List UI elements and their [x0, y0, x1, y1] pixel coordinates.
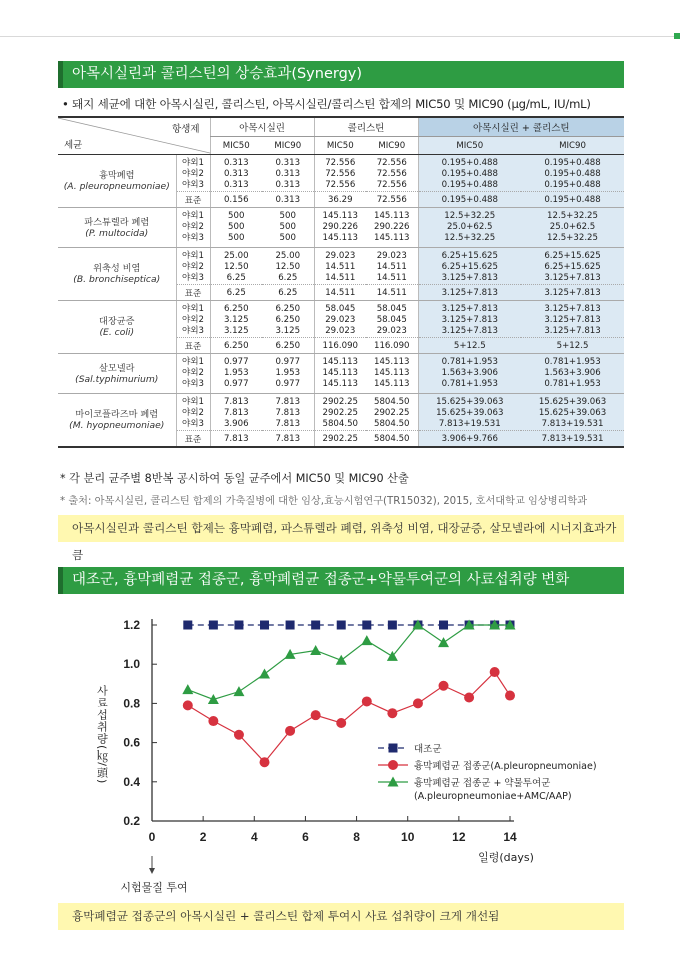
mic-value: 145.113 — [314, 379, 366, 394]
mic-value: 0.781+1.953 — [521, 354, 624, 369]
sub-header: MIC50 — [314, 137, 366, 155]
x-tick-label: 2 — [199, 830, 207, 844]
mic-value: 7.813 — [210, 408, 262, 419]
strain-label: 야외3 — [176, 379, 210, 394]
mic-value: 145.113 — [366, 233, 418, 248]
data-point-circle — [505, 691, 515, 701]
mic-value: 6.25 — [278, 273, 298, 283]
mic-value: 145.113 — [314, 233, 366, 248]
section2-title: 대조군, 흉막폐렴균 접종군, 흉막폐렴균 접종군+약물투여군의 사료섭취량 변화 — [72, 572, 570, 588]
mic-value: 29.023 — [376, 326, 407, 336]
data-point-triangle — [438, 637, 449, 647]
legend-label: 흉막폐렴균 접종군 + 약물투여군 — [414, 778, 551, 789]
strain-label: 표준 — [176, 338, 210, 354]
y-axis-label: 사료섭취량(㎏/頭) — [95, 685, 109, 785]
mic-table — [58, 116, 624, 448]
mic-value: 1.953 — [275, 368, 301, 378]
strain-label: 야외3 — [176, 233, 210, 248]
mic-value: 2902.25 — [373, 408, 410, 418]
mic-value: 72.556 — [366, 192, 418, 208]
sub-header: MIC50 — [210, 137, 262, 155]
mic-value: 6.25 — [210, 285, 262, 301]
mic-value: 7.813 — [275, 408, 301, 418]
organism-name: 흉막폐렴 (A. pleuropneumoniae) — [58, 155, 176, 208]
data-point-triangle — [259, 669, 270, 679]
mic-value: 6.25+15.625 — [521, 262, 624, 273]
data-point-square — [286, 621, 295, 630]
data-point-circle — [464, 693, 474, 703]
data-point-triangle — [233, 686, 244, 696]
data-point-square — [362, 621, 371, 630]
mic-value: 0.977 — [210, 354, 262, 369]
mic-value: 25.00 — [275, 251, 301, 261]
mic-value: 6.25 — [210, 273, 262, 285]
organism-name: 파스튜렐라 폐렴 (P. multocida) — [58, 208, 176, 248]
x-axis-label: 일령(days) — [478, 851, 534, 864]
mic-value: 14.511 — [314, 273, 366, 285]
note-1: * 각 분리 균주별 8반복 공시하여 동일 균주에서 MIC50 및 MIC90 산출 — [60, 472, 409, 485]
mic-value: 500 — [210, 222, 262, 233]
mic-value: 1.563+3.906 — [521, 368, 624, 379]
mic-value: 72.556 — [376, 180, 407, 190]
mic-value: 3.125+7.813 — [521, 285, 624, 301]
mic-value: 0.313 — [275, 180, 301, 190]
series-line-3 — [188, 625, 510, 699]
mic-value: 12.5+32.25 — [418, 233, 521, 248]
mic-value: 12.5+32.25 — [521, 208, 624, 223]
x-tick-label: 14 — [503, 830, 517, 844]
mic-value: 500 — [279, 222, 296, 232]
mic-value: 0.977 — [275, 357, 301, 367]
mic-value: 500 — [210, 233, 262, 248]
mic-value: 25.0+62.5 — [521, 222, 624, 233]
strain-label: 야외3 — [176, 273, 210, 285]
mic-value: 3.125+7.813 — [521, 273, 624, 285]
data-point-square — [234, 621, 243, 630]
mic-value: 7.813 — [262, 431, 314, 448]
x-tick-label: 0 — [148, 830, 156, 844]
strain-label: 야외3 — [176, 180, 210, 192]
mic-value: 0.195+0.488 — [418, 180, 521, 192]
data-point-circle — [387, 708, 397, 718]
mic-value: 15.625+39.063 — [418, 394, 521, 409]
strain-label: 야외1 — [176, 354, 210, 369]
sub-header: MIC90 — [366, 137, 418, 155]
mic-value: 3.906 — [210, 419, 262, 431]
mic-value: 0.195+0.488 — [418, 192, 521, 208]
mic-value: 290.226 — [373, 222, 410, 232]
mic-value: 3.125 — [275, 326, 301, 336]
mic-value: 145.113 — [373, 211, 410, 221]
y-tick-label: 0.6 — [123, 735, 140, 750]
table-row — [58, 155, 624, 170]
mic-value: 0.977 — [210, 379, 262, 394]
legend-label-line2: (A.pleuropneumoniae+AMC/AAP) — [414, 791, 572, 802]
data-point-square — [183, 621, 192, 630]
mic-value: 145.113 — [373, 357, 410, 367]
mic-value: 72.556 — [376, 169, 407, 179]
mic-value: 15.625+39.063 — [521, 408, 624, 419]
mic-value: 6.25 — [262, 285, 314, 301]
strain-label: 야외2 — [176, 169, 210, 180]
data-point-circle — [311, 710, 321, 720]
y-tick-label: 0.4 — [123, 774, 140, 789]
data-point-triangle — [182, 684, 193, 694]
data-point-circle — [285, 726, 295, 736]
mic-value: 6.250 — [275, 315, 301, 325]
legend-marker-square — [389, 744, 398, 753]
mic-value: 15.625+39.063 — [418, 408, 521, 419]
data-point-square — [209, 621, 218, 630]
data-point-circle — [183, 700, 193, 710]
mic-value: 145.113 — [314, 208, 366, 223]
y-tick-label: 1.2 — [123, 618, 140, 632]
corner-cell — [58, 117, 210, 155]
x-tick-label: 12 — [452, 830, 466, 844]
y-tick-label: 0.2 — [123, 814, 140, 828]
mic-value: 0.781+1.953 — [418, 379, 521, 394]
corner-bottom-label: 세균 — [64, 140, 83, 151]
table-row — [58, 248, 624, 263]
mic-value: 0.156 — [210, 192, 262, 208]
mic-value: 0.313 — [275, 158, 301, 168]
mic-value: 7.813 — [210, 394, 262, 409]
mic-value: 3.125+7.813 — [521, 326, 624, 338]
mic-value: 25.00 — [210, 248, 262, 263]
x-tick-label: 4 — [250, 830, 258, 844]
mic-value: 25.0+62.5 — [418, 222, 521, 233]
data-point-circle — [234, 730, 244, 740]
strain-label: 야외2 — [176, 222, 210, 233]
strain-label: 표준 — [176, 285, 210, 301]
y-tick-label: 0.8 — [123, 696, 140, 711]
sub-header: MIC50 — [418, 137, 521, 155]
mic-value: 3.125+7.813 — [418, 273, 521, 285]
strain-label: 야외3 — [176, 326, 210, 338]
organism-name: 위축성 비염 (B. bronchiseptica) — [58, 248, 176, 301]
mic-value: 7.813 — [210, 431, 262, 448]
corner-top-label: 항생제 — [171, 124, 200, 135]
organism-name: 살모넬라 (Sal.typhimurium) — [58, 354, 176, 394]
mic-value: 3.906+9.766 — [418, 431, 521, 448]
mic-value: 58.045 — [314, 301, 366, 316]
mic-value: 3.125+7.813 — [418, 285, 521, 301]
mic-value: 29.023 — [376, 251, 407, 261]
mic-value: 72.556 — [314, 180, 366, 192]
strain-label: 야외2 — [176, 315, 210, 326]
mic-value: 12.50 — [210, 262, 262, 273]
mic-value: 14.511 — [376, 273, 407, 283]
strain-label: 야외2 — [176, 368, 210, 379]
mic-value: 0.195+0.488 — [418, 169, 521, 180]
mic-value: 58.045 — [376, 315, 407, 325]
mic-value: 14.511 — [314, 285, 366, 301]
data-point-triangle — [310, 645, 321, 655]
mic-value: 2902.25 — [314, 431, 366, 448]
mic-value: 15.625+39.063 — [521, 394, 624, 409]
heading-bar — [58, 567, 63, 594]
mic-value: 0.195+0.488 — [418, 155, 521, 170]
mic-value: 5804.50 — [373, 397, 410, 407]
mic-value: 2902.25 — [314, 394, 366, 409]
mic-value: 72.556 — [376, 158, 407, 168]
mic-value: 3.125 — [210, 315, 262, 326]
mic-value: 58.045 — [376, 304, 407, 314]
mic-value: 3.125 — [210, 326, 262, 338]
strain-label: 표준 — [176, 192, 210, 208]
heading-bar — [58, 61, 63, 88]
mic-value: 5804.50 — [373, 419, 410, 429]
top-accent — [674, 33, 680, 39]
mic-value: 2902.25 — [314, 408, 366, 419]
data-point-square — [439, 621, 448, 630]
data-point-triangle — [336, 655, 347, 665]
feed-intake-chart — [90, 608, 597, 898]
mic-value: 1.953 — [210, 368, 262, 379]
data-point-square — [260, 621, 269, 630]
x-tick-label: 6 — [302, 830, 309, 844]
mic-value: 14.511 — [314, 262, 366, 273]
organism-name: 대장균증 (E. coli) — [58, 301, 176, 354]
mic-value: 6.25+15.625 — [418, 248, 521, 263]
mic-value: 3.125+7.813 — [418, 315, 521, 326]
y-tick-label: 1.0 — [123, 657, 140, 672]
callout-box-2: 흉막폐렴균 접종군의 아목시실린 + 콜리스틴 합제 투여시 사료 섭취량이 크게 개선됨 — [58, 903, 624, 930]
sub-header: MIC90 — [262, 137, 314, 155]
table-row — [58, 208, 624, 223]
mic-value: 12.5+32.25 — [521, 233, 624, 248]
mic-value: 12.5+32.25 — [418, 208, 521, 223]
strain-label: 표준 — [176, 431, 210, 448]
mic-value: 5804.50 — [366, 431, 418, 448]
x-tick-label: 10 — [401, 830, 415, 844]
strain-label: 야외1 — [176, 155, 210, 170]
mic-value: 6.250 — [210, 301, 262, 316]
strain-label: 야외3 — [176, 419, 210, 431]
mic-value: 3.125+7.813 — [521, 315, 624, 326]
mic-value: 0.313 — [210, 169, 262, 180]
table-row — [58, 354, 624, 369]
table-row — [58, 301, 624, 316]
mic-value: 145.113 — [373, 368, 410, 378]
group-header: 아목시실린 — [210, 117, 314, 137]
mic-value: 36.29 — [314, 192, 366, 208]
mic-value: 72.556 — [314, 155, 366, 170]
data-point-circle — [362, 696, 372, 706]
mic-value: 6.25+15.625 — [521, 248, 624, 263]
mic-value: 7.813+19.531 — [418, 419, 521, 431]
mic-value: 0.313 — [210, 180, 262, 192]
strain-label: 야외1 — [176, 208, 210, 223]
mic-value: 72.556 — [314, 169, 366, 180]
mic-value: 12.50 — [275, 262, 301, 272]
group-header: 아목시실린 + 콜리스틴 — [418, 117, 624, 137]
mic-value: 0.195+0.488 — [521, 192, 624, 208]
mic-value: 0.977 — [262, 379, 314, 394]
mic-value: 7.813 — [275, 397, 301, 407]
mic-value: 5804.50 — [314, 419, 366, 431]
data-point-square — [337, 621, 346, 630]
data-point-square — [388, 621, 397, 630]
mic-value: 145.113 — [314, 354, 366, 369]
mic-value: 0.781+1.953 — [521, 379, 624, 394]
mic-value: 14.511 — [366, 285, 418, 301]
mic-value: 0.781+1.953 — [418, 354, 521, 369]
series-line-2 — [188, 672, 510, 762]
strain-label: 야외2 — [176, 408, 210, 419]
strain-label: 야외1 — [176, 301, 210, 316]
mic-value: 7.813 — [275, 419, 301, 429]
organism-name: 마이코플라즈마 폐렴 (M. hyopneumoniae) — [58, 394, 176, 448]
table-caption: • 돼지 세균에 대한 아목시실린, 콜리스틴, 아목시실린/콜리스틴 합제의 MIC50 및 MIC90 (μg/mL, IU/mL) — [62, 97, 591, 111]
mic-value: 3.125+7.813 — [418, 301, 521, 316]
table-row — [58, 394, 624, 409]
mic-value: 500 — [279, 211, 296, 221]
data-point-triangle — [208, 694, 219, 704]
annotation-label: 시험물질 투여 — [120, 881, 188, 894]
strain-label: 야외1 — [176, 248, 210, 263]
mic-value: 3.125+7.813 — [521, 301, 624, 316]
mic-value: 6.250 — [275, 304, 301, 314]
legend-marker-circle — [388, 760, 398, 770]
mic-value: 145.113 — [314, 368, 366, 379]
mic-value: 116.090 — [366, 338, 418, 354]
mic-value: 7.813+19.531 — [521, 419, 624, 431]
mic-value: 0.313 — [262, 192, 314, 208]
mic-value: 29.023 — [314, 315, 366, 326]
x-tick-label: 8 — [353, 830, 360, 844]
mic-value: 1.563+3.906 — [418, 368, 521, 379]
data-point-circle — [439, 681, 449, 691]
mic-value: 0.195+0.488 — [521, 169, 624, 180]
strain-label: 야외2 — [176, 262, 210, 273]
note-2: * 출처: 아목시실린, 콜리스틴 합제의 가축질병에 대한 임상,효능시험연구(TR15032), 2015, 호서대학교 임상병리학과 — [60, 496, 588, 507]
data-point-triangle — [361, 635, 372, 645]
section2-heading — [58, 567, 624, 594]
mic-value: 5+12.5 — [418, 338, 521, 354]
data-point-circle — [208, 716, 218, 726]
legend-label: 대조군 — [414, 744, 442, 755]
mic-value: 29.023 — [314, 248, 366, 263]
data-point-circle — [413, 698, 423, 708]
mic-value: 0.313 — [275, 169, 301, 179]
annotation-arrowhead — [149, 868, 155, 874]
mic-value: 6.250 — [262, 338, 314, 354]
mic-value: 116.090 — [314, 338, 366, 354]
mic-value: 14.511 — [376, 262, 407, 272]
sub-header: MIC90 — [521, 137, 624, 155]
group-header: 콜리스틴 — [314, 117, 418, 137]
data-point-circle — [490, 667, 500, 677]
mic-value: 7.813+19.531 — [521, 431, 624, 448]
mic-value: 500 — [210, 208, 262, 223]
mic-value: 3.125+7.813 — [418, 326, 521, 338]
data-point-circle — [260, 757, 270, 767]
legend-label: 흉막폐렴균 접종군(A.pleuropneumoniae) — [414, 761, 597, 772]
section1-title: 아목시실린과 콜리스틴의 상승효과(Synergy) — [72, 66, 363, 82]
callout-box-1: 아목시실린과 콜리스틴 합제는 흉막폐렴, 파스튜렐라 폐렴, 위축성 비염, 대장균증, 살모넬라에 시너지효과가 큼 — [58, 515, 624, 542]
mic-value: 145.113 — [366, 379, 418, 394]
mic-value: 500 — [262, 233, 314, 248]
strain-label: 야외1 — [176, 394, 210, 409]
mic-value: 0.195+0.488 — [521, 180, 624, 192]
top-divider — [0, 36, 680, 37]
mic-value: 0.313 — [210, 155, 262, 170]
mic-value: 0.195+0.488 — [521, 155, 624, 170]
mic-value: 6.250 — [210, 338, 262, 354]
data-point-circle — [336, 718, 346, 728]
mic-value: 290.226 — [314, 222, 366, 233]
mic-value: 5+12.5 — [521, 338, 624, 354]
section1-heading — [58, 61, 624, 88]
mic-value: 6.25+15.625 — [418, 262, 521, 273]
mic-value: 29.023 — [314, 326, 366, 338]
data-point-square — [311, 621, 320, 630]
